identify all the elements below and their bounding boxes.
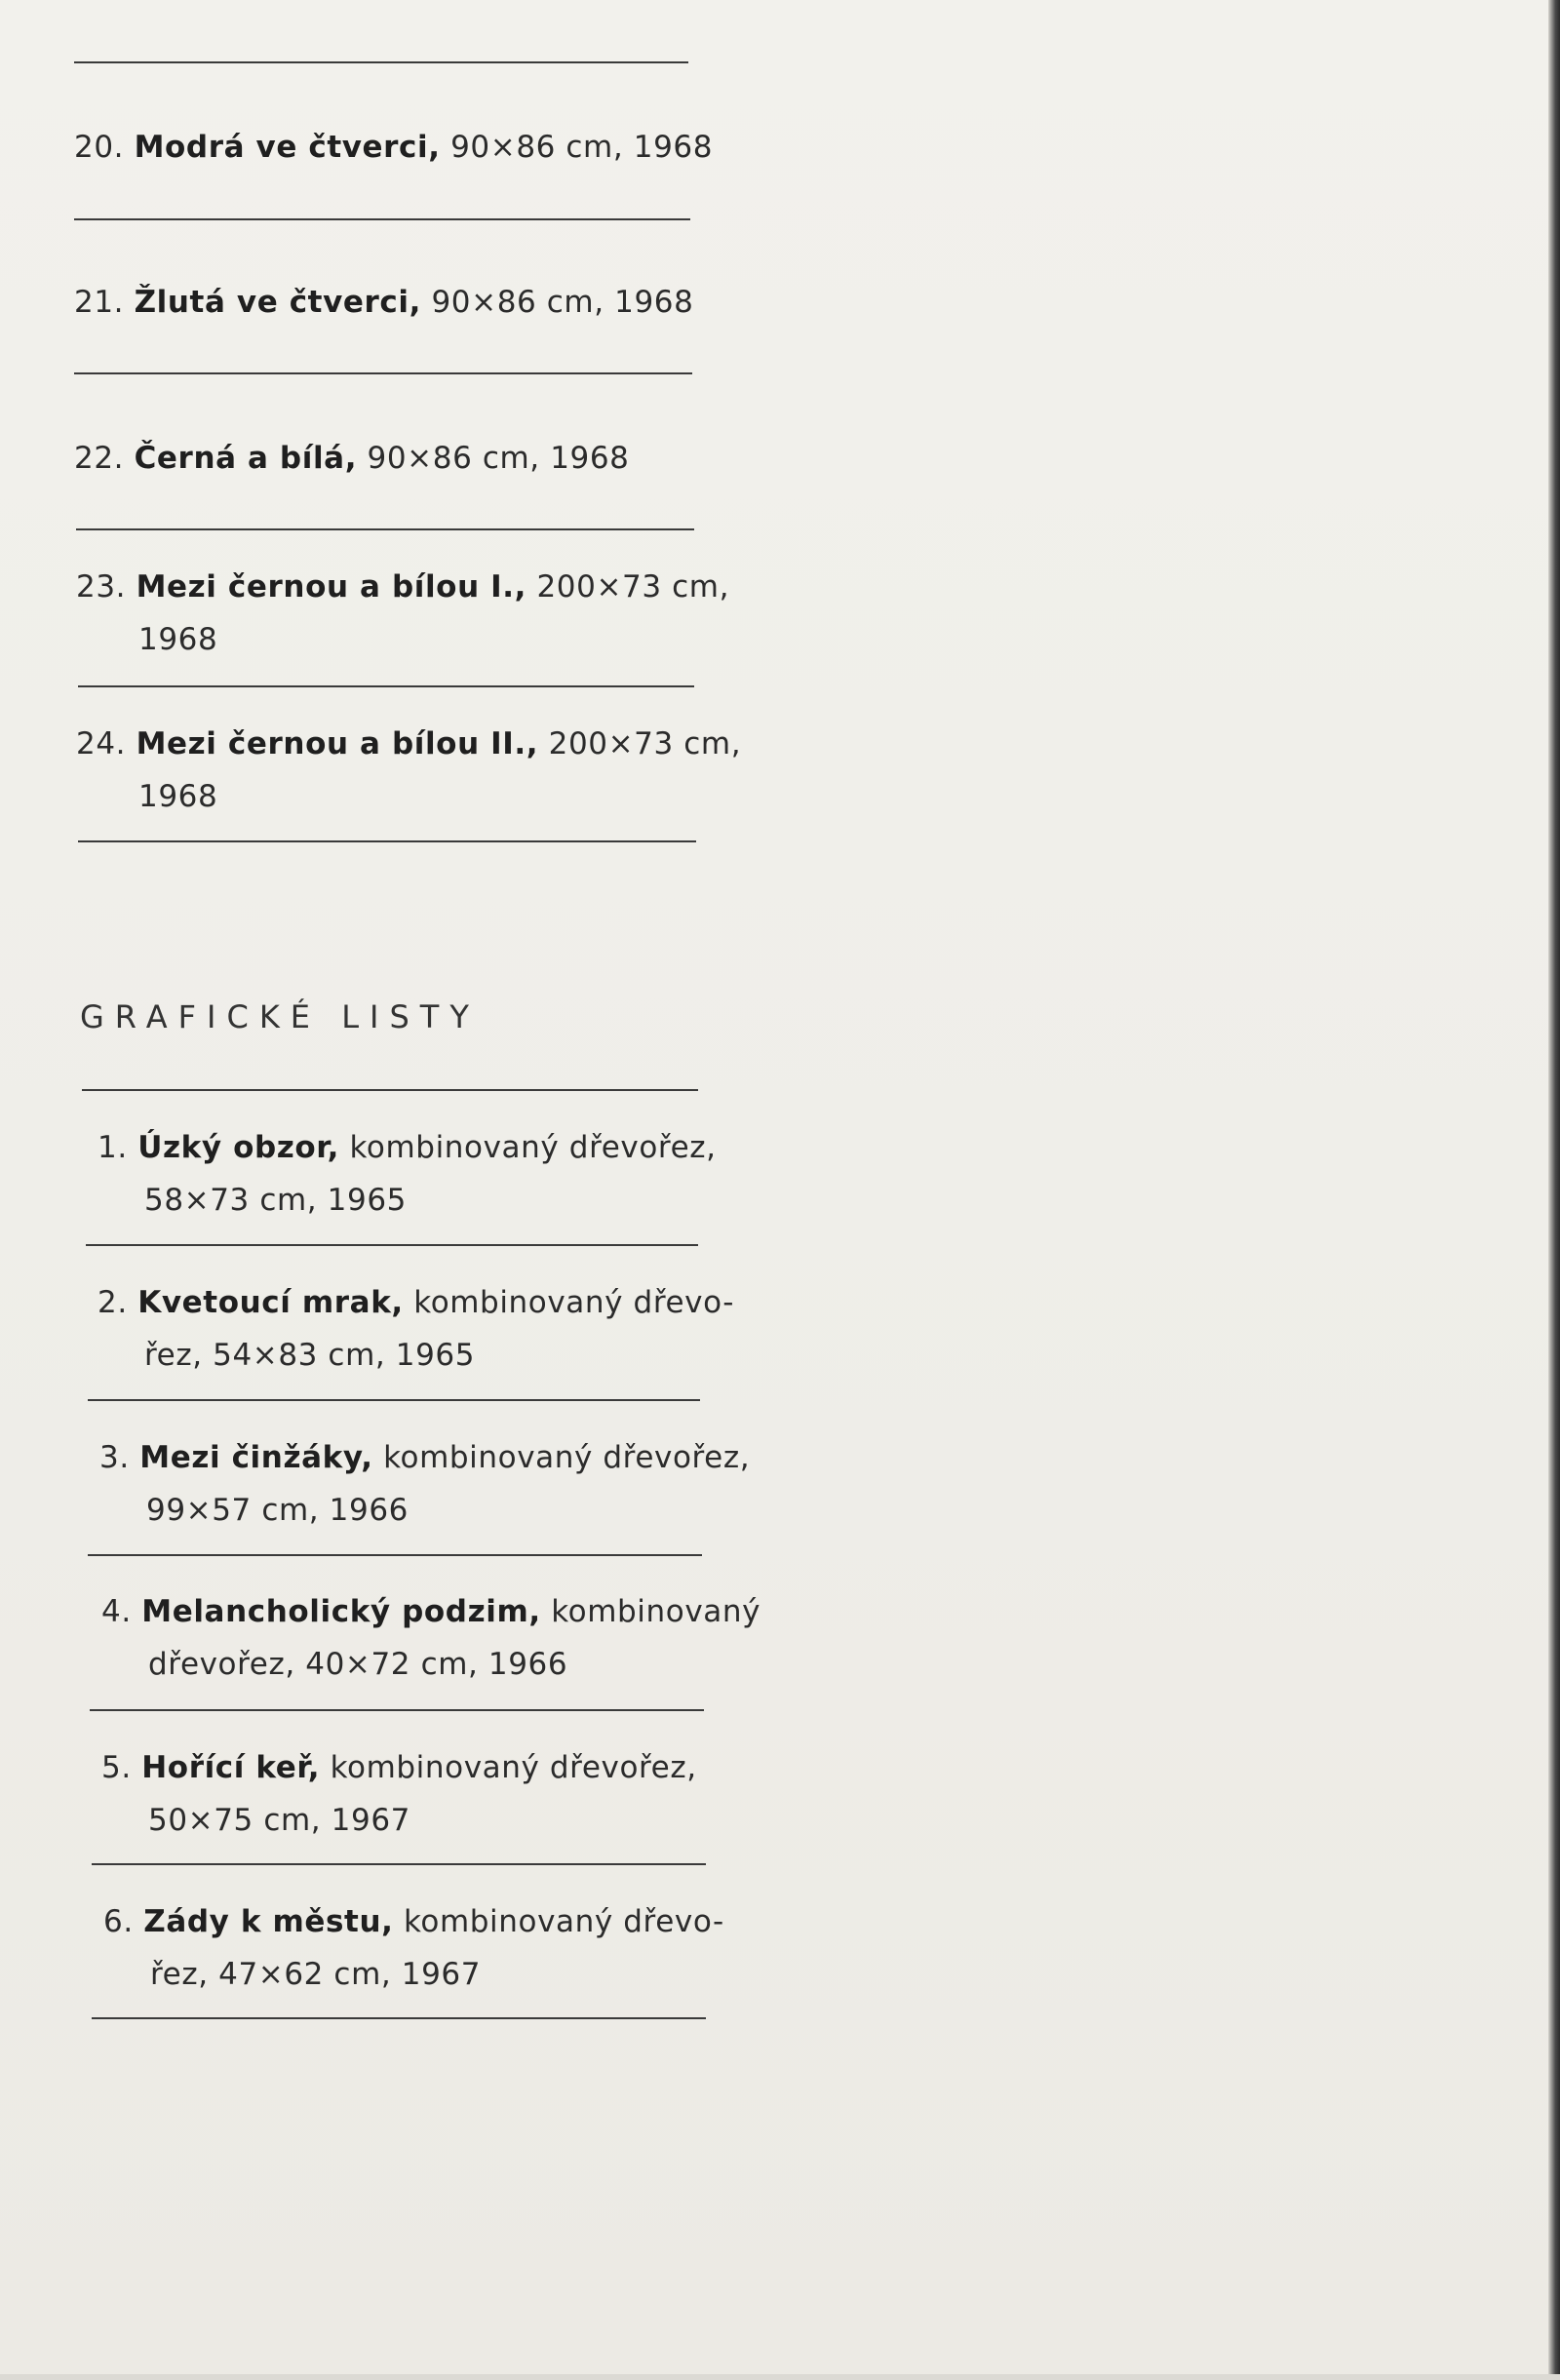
item-title: Žlutá ve čtverci, (134, 285, 422, 320)
list-item (98, 1276, 734, 1382)
item-title: Černá a bílá, (134, 441, 358, 476)
item-title: Modrá ve čtverci, (134, 130, 441, 165)
item-title: Kvetoucí mrak, (137, 1285, 404, 1320)
divider (92, 2017, 706, 2019)
divider (78, 840, 696, 842)
item-details: kombinovaný dřevo- (393, 1904, 724, 1939)
item-details-continued: dřevořez, 40×72 cm, 1966 (148, 1647, 568, 1682)
page-edge (1548, 0, 1560, 2380)
divider (74, 372, 692, 374)
item-number: 3. (99, 1440, 130, 1475)
list-item (76, 718, 741, 823)
list-item (101, 1585, 760, 1691)
list-item (103, 1895, 724, 2001)
section-heading: GRAFICKÉ LISTY (80, 998, 480, 1035)
item-number: 24. (76, 726, 127, 761)
item-details-continued: 58×73 cm, 1965 (144, 1183, 407, 1218)
divider (76, 528, 694, 530)
divider (88, 1399, 700, 1401)
divider (88, 1554, 702, 1556)
item-details: 200×73 cm, (526, 569, 730, 605)
item-title: Melancholický podzim, (141, 1594, 541, 1629)
item-details: kombinovaný (540, 1594, 761, 1629)
item-number: 6. (103, 1904, 134, 1939)
item-number: 5. (101, 1750, 132, 1785)
item-details-continued: 1968 (138, 779, 218, 814)
list-item (98, 1121, 717, 1227)
divider (90, 1709, 704, 1711)
item-details: 200×73 cm, (538, 726, 742, 761)
page-bottom-edge (0, 2374, 1560, 2380)
list-item (99, 1431, 750, 1537)
item-details-continued: 99×57 cm, 1966 (146, 1493, 409, 1528)
item-number: 20. (74, 130, 125, 165)
item-title: Zády k městu, (143, 1904, 394, 1939)
item-number: 2. (98, 1285, 128, 1320)
item-details-continued: 1968 (138, 622, 218, 657)
item-title: Mezi činžáky, (139, 1440, 373, 1475)
item-title: Mezi černou a bílou II., (136, 726, 539, 761)
list-item (76, 561, 729, 666)
item-number: 1. (98, 1130, 128, 1165)
item-title: Hořící keř, (141, 1750, 321, 1785)
item-number: 4. (101, 1594, 132, 1629)
divider (78, 685, 694, 687)
item-title: Mezi černou a bílou I., (136, 569, 527, 605)
item-details-continued: řez, 54×83 cm, 1965 (144, 1338, 476, 1373)
list-item (74, 432, 630, 485)
item-details: 90×86 cm, 1968 (357, 441, 630, 476)
list-item (101, 1741, 697, 1847)
list-item (74, 276, 693, 329)
item-number: 23. (76, 569, 127, 605)
item-details: 90×86 cm, 1968 (421, 285, 694, 320)
divider (74, 218, 690, 220)
item-title: Úzký obzor, (137, 1130, 340, 1165)
item-number: 21. (74, 285, 125, 320)
item-details: kombinovaný dřevořez, (320, 1750, 697, 1785)
item-details: kombinovaný dřevořez, (372, 1440, 751, 1475)
divider (86, 1244, 698, 1246)
list-item (74, 121, 713, 174)
item-details: kombinovaný dřevořez, (339, 1130, 717, 1165)
item-details: 90×86 cm, 1968 (440, 130, 714, 165)
item-number: 22. (74, 441, 125, 476)
item-details: kombinovaný dřevo- (403, 1285, 735, 1320)
divider (92, 1863, 706, 1865)
divider (82, 1089, 698, 1091)
item-details-continued: řez, 47×62 cm, 1967 (150, 1957, 482, 1992)
item-details-continued: 50×75 cm, 1967 (148, 1803, 410, 1838)
divider (74, 61, 688, 63)
